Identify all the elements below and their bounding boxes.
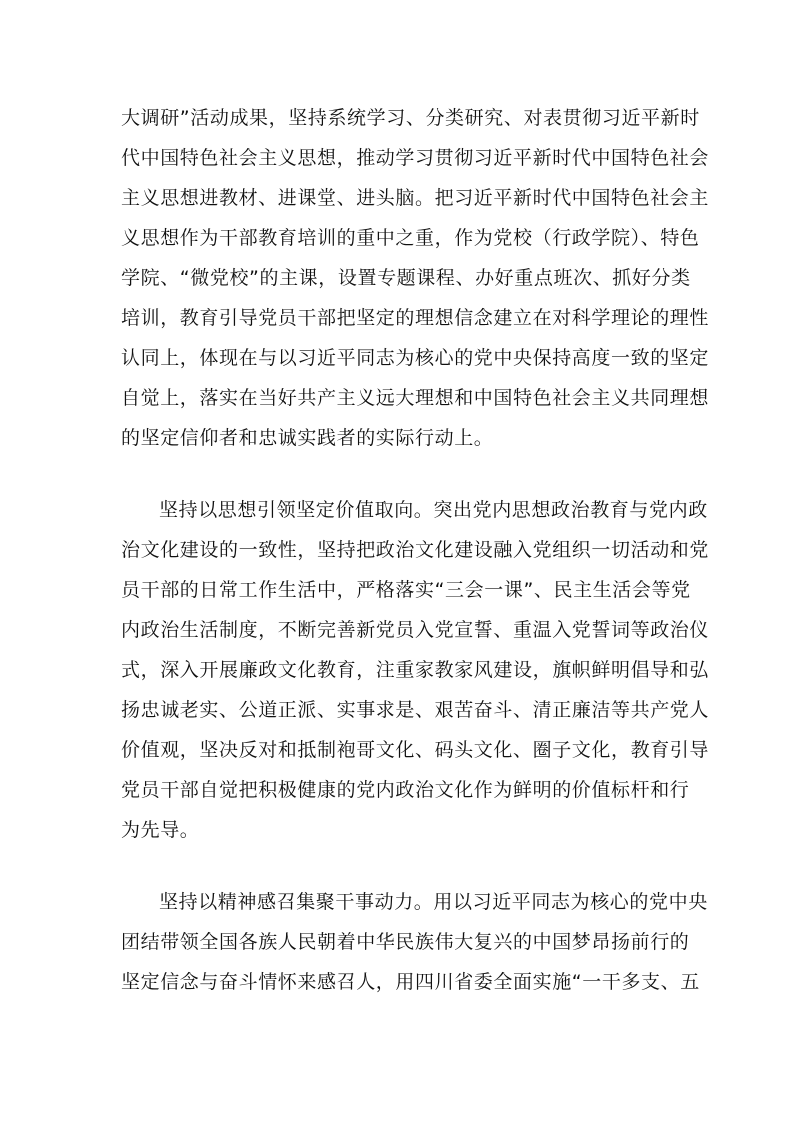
text-line: 内政治生活制度，不断完善新党员入党宣誓、重温入党誓词等政治仪 [121, 619, 710, 641]
text-line: 主义思想进教材、进课堂、进头脑。把习近平新时代中国特色社会主 [121, 187, 710, 209]
text-line: 治文化建设的一致性，坚持把政治文化建设融入党组织一切活动和党 [121, 539, 710, 561]
text-line: 为先导。 [121, 819, 200, 841]
text-line: 认同上，体现在与以习近平同志为核心的党中央保持高度一致的坚定 [121, 347, 710, 369]
text-line: 自觉上，落实在当好共产主义远大理想和中国特色社会主义共同理想 [121, 387, 710, 409]
text-line: 学院、“微党校”的主课，设置专题课程、办好重点班次、抓好分类 [121, 267, 691, 289]
text-line: 党员干部自觉把积极健康的党内政治文化作为鲜明的价值标杆和行 [121, 779, 690, 801]
text-line: 大调研”活动成果，坚持系统学习、分类研究、对表贯彻习近平新时 [121, 107, 700, 129]
text-line: 义思想作为干部教育培训的重中之重，作为党校（行政学院）、特色 [121, 227, 700, 249]
text-line: 的坚定信仰者和忠诚实践者的实际行动上。 [121, 427, 494, 449]
text-line: 扬忠诚老实、公道正派、实事求是、艰苦奋斗、清正廉洁等共产党人 [121, 699, 710, 721]
text-line: 坚持以思想引领坚定价值取向。突出党内思想政治教育与党内政 [159, 499, 708, 521]
text-line: 员干部的日常工作生活中，严格落实“三会一课”、民主生活会等党 [121, 579, 691, 601]
text-line: 坚定信念与奋斗情怀来感召人，用四川省委全面实施“一干多支、五 [121, 971, 700, 993]
text-line: 坚持以精神感召集聚干事动力。用以习近平同志为核心的党中央 [159, 891, 708, 913]
text-line: 价值观，坚决反对和抵制袍哥文化、码头文化、圈子文化，教育引导 [121, 739, 710, 761]
text-line: 培训，教育引导党员干部把坚定的理想信念建立在对科学理论的理性 [121, 307, 710, 329]
text-line: 代中国特色社会主义思想，推动学习贯彻习近平新时代中国特色社会 [121, 147, 710, 169]
text-line: 式，深入开展廉政文化教育，注重家教家风建设，旗帜鲜明倡导和弘 [121, 659, 710, 681]
text-line: 团结带领全国各族人民朝着中华民族伟大复兴的中国梦昂扬前行的 [121, 931, 690, 953]
